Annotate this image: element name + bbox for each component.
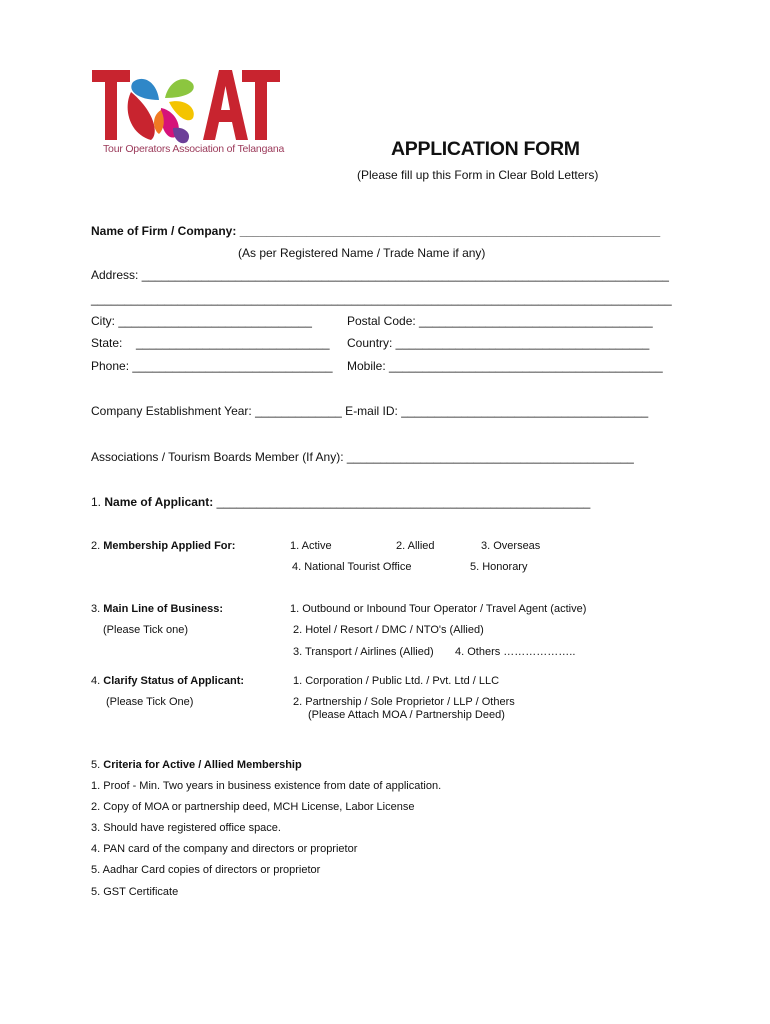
address-field-line2[interactable]: _______________________________________________________________________________________: [91, 292, 672, 306]
status-option-partnership-note: (Please Attach MOA / Partnership Deed): [308, 709, 505, 721]
criteria-item: 5. Aadhar Card copies of directors or proprietor: [91, 864, 321, 876]
membership-option-active[interactable]: 1. Active: [290, 540, 332, 552]
membership-heading: [91, 540, 235, 552]
criteria-heading: [91, 759, 302, 771]
membership-option-nto[interactable]: 4. National Tourist Office: [292, 561, 412, 573]
form-subtitle: (Please fill up this Form in Clear Bold Letters): [357, 168, 599, 182]
business-note: (Please Tick one): [103, 624, 188, 636]
phone-field[interactable]: Phone: ______________________________: [91, 359, 333, 373]
firm-name-note: (As per Registered Name / Trade Name if any): [238, 246, 486, 260]
business-heading: [91, 603, 223, 615]
applicant-name-row[interactable]: [91, 495, 590, 509]
logo-subtitle: Tour Operators Association of Telangana: [103, 143, 285, 155]
establishment-email-field[interactable]: Company Establishment Year: _____________ E-mail ID: _____________________________________: [91, 404, 649, 418]
status-option-partnership[interactable]: 2. Partnership / Sole Proprietor / LLP / Others: [293, 696, 515, 708]
form-title: APPLICATION FORM: [391, 138, 580, 160]
city-field[interactable]: City: _____________________________: [91, 314, 312, 328]
business-option-others[interactable]: 4. Others ………………..: [455, 646, 576, 658]
membership-label: Membership Applied For:: [103, 540, 236, 552]
state-label: State:: [91, 336, 123, 350]
state-field[interactable]: _____________________________: [136, 336, 330, 350]
firm-name-field[interactable]: Name of Firm / Company: _______________________________________________________________: [91, 224, 661, 238]
applicant-label: Name of Applicant:: [104, 495, 214, 509]
address-field[interactable]: Address: _______________________________________________________________________________: [91, 268, 669, 282]
mobile-field[interactable]: Mobile: _________________________________________: [347, 359, 663, 373]
membership-number: 2.: [91, 540, 101, 552]
postal-code-field[interactable]: Postal Code: ___________________________________: [347, 314, 653, 328]
business-option-tour-operator[interactable]: 1. Outbound or Inbound Tour Operator / Travel Agent (active): [290, 603, 587, 615]
associations-field[interactable]: Associations / Tourism Boards Member (If Any): ___________________________________________: [91, 450, 634, 464]
criteria-label: Criteria for Active / Allied Membership: [103, 759, 302, 771]
status-label: Clarify Status of Applicant:: [103, 675, 245, 687]
status-heading: [91, 675, 244, 687]
status-note: (Please Tick One): [106, 696, 194, 708]
toat-logo-graphic: [90, 66, 280, 146]
criteria-item: 3. Should have registered office space.: [91, 822, 281, 834]
membership-option-allied[interactable]: 2. Allied: [396, 540, 435, 552]
business-number: 3.: [91, 603, 101, 615]
status-option-corporation[interactable]: 1. Corporation / Public Ltd. / Pvt. Ltd / LLC: [293, 675, 500, 687]
criteria-item: 2. Copy of MOA or partnership deed, MCH License, Labor License: [91, 801, 415, 813]
criteria-item: 1. Proof - Min. Two years in business existence from date of application.: [91, 780, 442, 792]
criteria-item: 4. PAN card of the company and directors or proprietor: [91, 843, 358, 855]
business-option-transport[interactable]: 3. Transport / Airlines (Allied): [293, 646, 434, 658]
business-option-hotel[interactable]: 2. Hotel / Resort / DMC / NTO's (Allied): [293, 624, 484, 636]
criteria-item: 5. GST Certificate: [91, 886, 179, 898]
country-field[interactable]: Country: ______________________________________: [347, 336, 650, 350]
applicant-number: 1.: [91, 495, 102, 509]
membership-option-overseas[interactable]: 3. Overseas: [481, 540, 541, 552]
business-label: Main Line of Business:: [103, 603, 224, 615]
status-number: 4.: [91, 675, 101, 687]
criteria-number: 5.: [91, 759, 101, 771]
membership-option-honorary[interactable]: 5. Honorary: [470, 561, 528, 573]
applicant-line[interactable]: ________________________________________________________: [216, 495, 591, 509]
